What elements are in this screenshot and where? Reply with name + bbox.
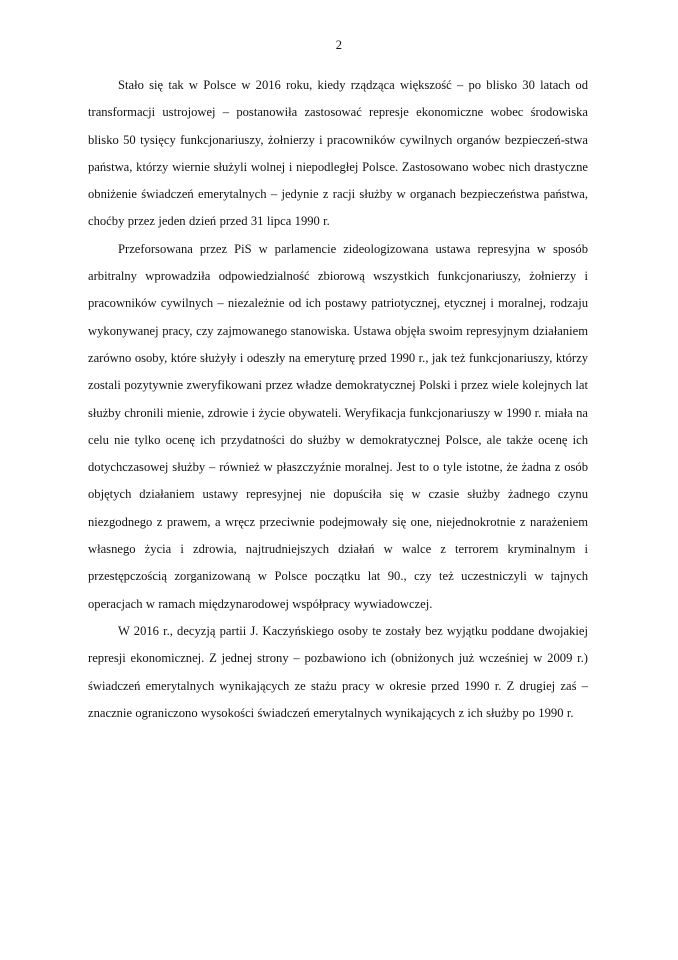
page-number: 2: [335, 38, 343, 52]
paragraph: W 2016 r., decyzją partii J. Kaczyńskiego osoby te zostały bez wyjątku poddane dwojakiej represji ekonomicznej. Z jednej strony – pozbawiono ich (obniżonych już wcześniej w 2009 r.) świadczeń emerytalnych wynikających ze stażu pracy w okresie przed 1990 r. Z drugiej zaś – znacznie ograniczono wysokości świadczeń emerytalnych wynikających z ich służby po 1990 r.: [88, 623, 588, 720]
paragraph: Stało się tak w Polsce w 2016 roku, kiedy rządząca większość – po blisko 30 latach od transformacji ustrojowej – postanowiła zastosować represje ekonomiczne wobec środowiska blisko 50 tysięcy funkcjonariuszy, żołnierzy i pracowników cywilnych organów bezpieczeń-stwa państwa, którzy wiernie służyli wolnej i niepodległej Polsce. Zastosowano wobec nich drastyczne obniżenie świadczeń emerytalnych – jedynie z racji służby w organach bezpieczeństwa państwa, choćby przez jeden dzień przed 31 lipca 1990 r.: [88, 78, 588, 229]
paragraph: Przeforsowana przez PiS w parlamencie zideologizowana ustawa represyjna w sposób arbitralny wprowadziła odpowiedzialność zbiorową wszystkich funkcjonariuszy, żołnierzy i pracowników cywilnych – niezależnie od ich postawy patriotycznej, etycznej i moralnej, rodzaju wykonywanej pracy, czy zajmowanego stanowiska. Ustawa objęła swoim represyjnym działaniem zarówno osoby, które służyły i odeszły na emeryturę przed 1990 r., jak też funkcjonariuszy, którzy zostali pozytywnie zweryfikowani przez władze demokratycznej Polski i przez wiele kolejnych lat służby chronili mienie, zdrowie i życie obywateli. Weryfikacja funkcjonariuszy w 1990 r. miała na celu nie tylko ocenę ich przydatności do służby w demokratycznej Polsce, ale także ocenę ich dotychczasowej służby – również w płaszczyźnie moralnej. Jest to o tyle istotne, że żadna z osób objętych działaniem ustawy represyjnej nie dopuściła się w czasie służby żadnego czynu niezgodnego z prawem, a wręcz przeciwnie podejmowały się one, niejednokrotnie z narażeniem własnego życia i zdrowia, najtrudniejszych działań w walce z terrorem kryminalnym i przestępczością zorganizowaną w Polsce początku lat 90., czy też uczestniczyli w tajnych operacjach w ramach międzynarodowej współpracy wywiadowczej.: [88, 241, 588, 611]
document-body: [88, 72, 588, 727]
